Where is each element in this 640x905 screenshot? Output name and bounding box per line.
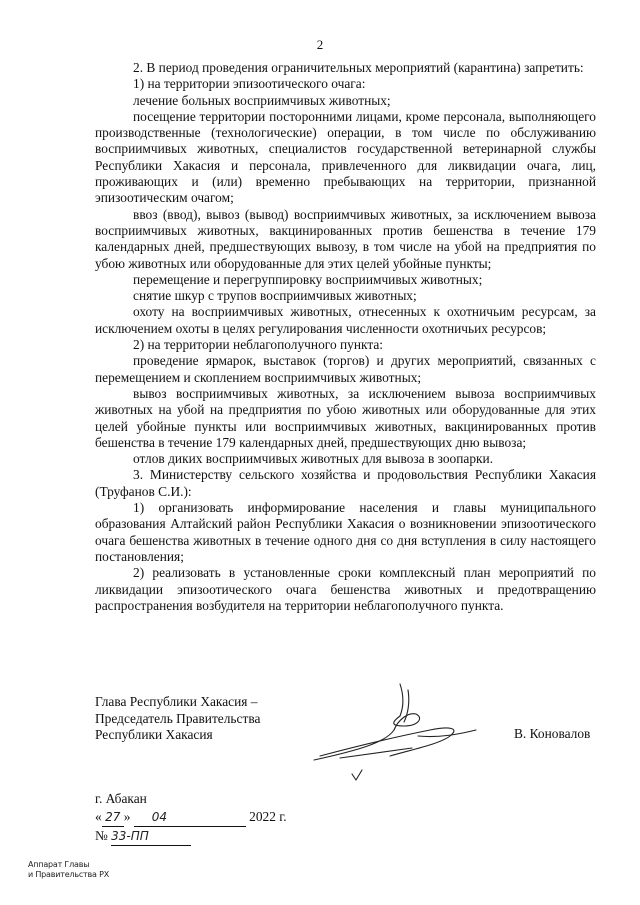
stamp-line: и Правительства РХ [28,870,109,879]
date-month: 04 [134,808,246,827]
signer-title-line: Республики Хакасия [95,727,213,742]
paragraph: посещение территории посторонними лицами, кроме персонала, выполняющего производственные (технологические) операции, в том числе по обслуживанию восприимчивых животных, специалистов государственной ветеринарной службы Республики Хакасия и персонала, привлеченного для ликвидации очага, лиц, проживающих и (или) временно пребывающих на территории, признанной эпизоотическим очагом; [95,108,596,206]
date-year: 2022 г. [249,809,287,824]
paragraph: лечение больных восприимчивых животных; [133,92,391,108]
signer-title [95,694,260,744]
place: г. Абакан [95,791,147,806]
registration-stamp [28,860,109,880]
date-day: 27 [102,808,124,827]
handwritten-signature [300,676,500,786]
signer-title-line: Председатель Правительства [95,710,261,726]
paragraph: 1) организовать информирование населения и главы муниципального образования Алтайский район Республики Хакасия о возникновении эпизоотического очага бешенства животных в течение одного дня со дня вступления в силу настоящего постановления; [95,500,596,564]
paragraph: 2) на территории неблагополучного пункта: [133,337,384,353]
date-close-quote: » [123,809,131,824]
paragraph: перемещение и перегруппировку восприимчивых животных; [133,271,483,287]
stamp-line: Аппарат Главы [28,860,90,869]
place-date-block [95,790,287,846]
paragraph: 2. В период проведения ограничительных мероприятий (карантина) запретить: [133,60,584,75]
date-open-quote: « [95,809,102,824]
paragraph: 2) реализовать в установленные сроки комплексный план мероприятий по ликвидации эпизоотического очага бешенства животных и предотвращению распространения возбудителя на территории неблагополучного пункта. [95,565,596,613]
paragraph: снятие шкур с трупов восприимчивых животных; [133,288,417,304]
paragraph: охоту на восприимчивых животных, отнесенных к охотничьим ресурсам, за исключением охоты в целях регулирования численности охотничьих ресурсов; [95,304,596,336]
date-line [95,808,287,827]
number-sign: № [95,828,108,843]
signer-title-line: Глава Республики Хакасия – [95,694,258,709]
document-number: 33-ПП [111,827,191,846]
signer-name: В. Коновалов [514,726,591,741]
paragraph: 1) на территории эпизоотического очага: [133,76,366,92]
paragraph: вывоз восприимчивых животных, за исключением вывоза восприимчивых животных на убой на предприятия по убою животных или оборудованные для этих целей убойные пункты или восприимчивых животных, вакцинированных против бешенства в течение 179 календарных дней, предшествующих дню вывоза; [95,385,596,450]
document-body [95,60,596,614]
paragraph: ввоз (ввод), вывоз (вывод) восприимчивых животных, за исключением вывоза восприимчивых животных, вакцинированных против бешенства в течение 179 календарных дней, предшествующих вывозу, в том числе на убой на предприятия по убою животных или оборудованные для этих целей убойные пункты; [95,206,596,271]
number-line [95,827,287,846]
paragraph: проведение ярмарок, выставок (торгов) и других мероприятий, связанных с перемещением и скоплением восприимчивых животных; [95,353,596,385]
paragraph: отлов диких восприимчивых животных для вывоза в зоопарки. [133,451,494,467]
paragraph: 3. Министерству сельского хозяйства и продовольствия Республики Хакасия (Труфанов С.И.): [95,467,596,499]
page-number: 2 [316,37,324,52]
